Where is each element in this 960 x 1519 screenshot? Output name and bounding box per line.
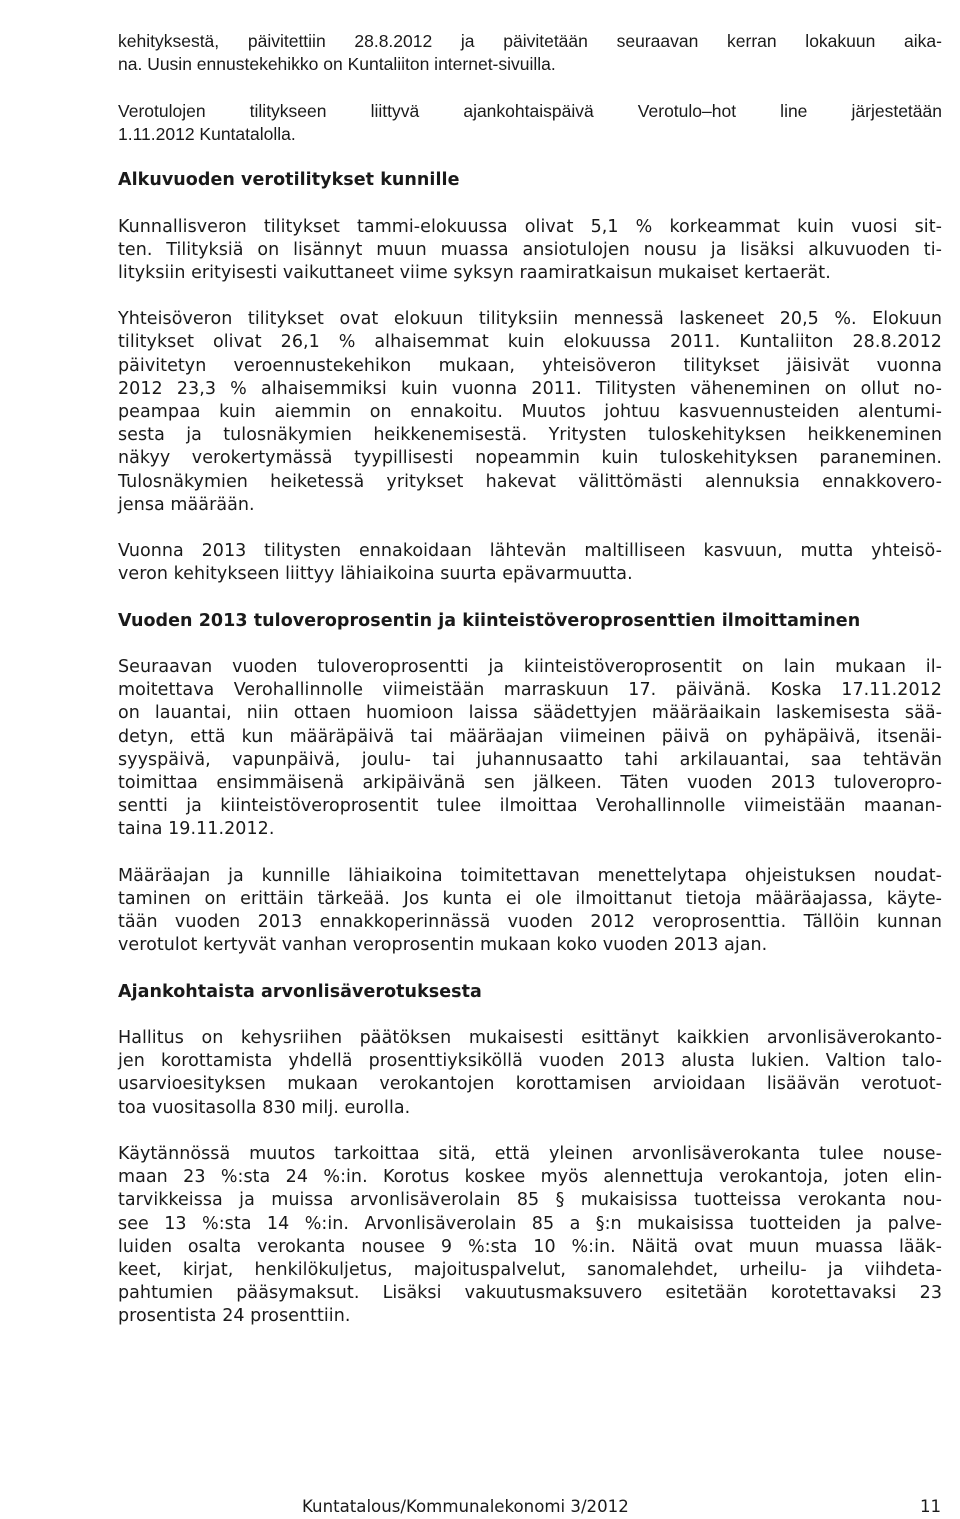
text-line: toimittaa ensimmäisenä arkipäivänä sen jälkeen. Täten vuoden 2013 tuloveropro- (118, 773, 942, 793)
text-line: sesta ja tulosnäkymien heikkenemisestä. Yritysten tuloskehityksen heikkeneminen (118, 425, 942, 446)
text-line: kehityksestä, päivitettiin 28.8.2012 ja päivitetään seuraavan kerran lokakuun aika- (118, 31, 942, 51)
document-page (118, 30, 942, 1329)
text-line: näkyy verokertymässä tyypillisesti nopeammin kuin tuloskehityksen paraneminen. (118, 448, 942, 469)
text-line: keet, kirjat, henkilökuljetus, majoituspalvelut, sanomalehdet, urheilu- ja viihdeta- (118, 1259, 942, 1280)
text-line: jensa määrään. (118, 494, 255, 515)
text-line: taminen on erittäin tärkeää. Jos kunta ei ole ilmoittanut tietoja määräajassa, käyte- (118, 888, 942, 909)
section-heading (118, 981, 942, 1004)
text-line: see 13 %:sta 14 %:in. Arvonlisäverolain 85 a §:n mukaisissa tuotteiden ja palve- (118, 1213, 942, 1234)
text-line: Kunnallisveron tilitykset tammi-elokuussa olivat 5,1 % korkeammat kuin vuosi sit- (118, 216, 942, 237)
text-line: prosentista 24 prosenttiin. (118, 1306, 351, 1327)
journal-name: Kuntatalous/Kommunalekonomi 3/2012 (302, 1497, 629, 1516)
text-line: sentti ja kiinteistöveroprosentit tulee ilmoittaa Verohallinnolle viimeistään maanan- (118, 796, 942, 817)
paragraph (118, 656, 942, 842)
text-line: verotulot kertyvät vanhan veroprosentin mukaan koko vuoden 2013 ajan. (118, 935, 768, 956)
text-line: Yhteisöveron tilitykset ovat elokuun tilityksiin mennessä laskeneet 20,5 %. Elokuun (118, 309, 942, 330)
section-heading (118, 610, 942, 633)
paragraph (118, 1143, 942, 1329)
text-line: 2012 23,3 % alhaisemmiksi kuin vuonna 2011. Tilitysten väheneminen on ollut no- (118, 378, 942, 399)
text-line: syyspäivä, vapunpäivä, joulu- tai juhannusaatto tahi arkilauantai, saa tehtävän (118, 749, 942, 770)
text-line: päivitetyn veroennustekehikon mukaan, yhteisöveron tilitykset jäisivät vuonna (118, 355, 942, 376)
text-line: taina 19.11.2012. (118, 819, 275, 840)
text-line: tarvikkeissa ja muissa arvonlisäverolain 85 § mukaisissa tuotteissa verokanta nou- (118, 1190, 942, 1211)
text-line: Käytännössä muutos tarkoittaa sitä, että yleinen arvonlisäverokanta tulee nouse- (118, 1144, 942, 1164)
text-line: toa vuositasolla 830 milj. eurolla. (118, 1097, 411, 1118)
text-line: tään vuoden 2013 ennakkoperinnässä vuoden 2012 veroprosenttia. Tällöin kunnan (118, 912, 942, 933)
text-line: usarvioesityksen mukaan verokantojen korottamisen arvioidaan lisäävän verotuot- (118, 1074, 942, 1095)
text-line: luiden osalta verokanta nousee 9 %:sta 10 %:in. Näitä ovat muun muassa lääk- (118, 1236, 942, 1257)
paragraph (118, 216, 942, 286)
paragraph (118, 100, 942, 146)
text-line: detyn, että kun määräpäivä tai määräajan viimeinen päivä on pyhäpäivä, itsenäi- (118, 726, 942, 747)
paragraph (118, 1027, 942, 1120)
text-line: pahtumien pääsymaksut. Lisäksi vakuutusmaksuvero esitetään korotettavaksi 23 (118, 1283, 942, 1304)
text-line: peampaa kuin aiemmin on ennakoitu. Muutos johtuu kasvuennusteiden alentumi- (118, 402, 942, 422)
paragraph (118, 540, 942, 586)
text-line: Määräajan ja kunnille lähiaikoina toimitettavan menettelytapa ohjeistuksen noudat- (118, 865, 942, 886)
heading-text: Ajankohtaista arvonlisäverotuksesta (118, 981, 482, 1002)
text-line: 1.11.2012 Kuntatalolla. (118, 123, 296, 144)
heading-text: Alkuvuoden verotilitykset kunnille (118, 170, 460, 191)
text-line: Tulosnäkymien heiketessä yritykset hakevat välittömästi alennuksia ennakkovero- (118, 471, 942, 492)
paragraph (118, 865, 942, 958)
text-line: na. Uusin ennustekehikko on Kuntaliiton internet-sivuilla. (118, 54, 556, 75)
heading-text: Vuoden 2013 tuloveroprosentin ja kiinteistöveroprosenttien ilmoittaminen (118, 610, 861, 631)
text-line: tilitykset olivat 26,1 % alhaisemmat kuin elokuussa 2011. Kuntaliiton 28.8.2012 (118, 332, 942, 353)
section-heading (118, 169, 942, 192)
text-line: maan 23 %:sta 24 %:in. Korotus koskee myös alennettuja verokantoja, joten elin- (118, 1167, 942, 1188)
text-line: Verotulojen tilitykseen liittyvä ajankohtaispäivä Verotulo–hot line järjestetään (118, 100, 942, 121)
text-line: Hallitus on kehysriihen päätöksen mukaisesti esittänyt kaikkien arvonlisäverokanto- (118, 1028, 942, 1049)
page-number: 11 (920, 1497, 942, 1516)
text-line: moitettava Verohallinnolle viimeistään marraskuun 17. päivänä. Koska 17.11.2012 (118, 680, 942, 701)
text-line: jen korottamista yhdellä prosenttiyksiköllä vuoden 2013 alusta lukien. Valtion talo- (118, 1051, 942, 1072)
text-line: on lauantai, niin ottaen huomioon laissa säädettyjen määräaikain laskemisesta sää- (118, 703, 942, 724)
text-line: ten. Tilityksiä on lisännyt muun muassa ansiotulojen nousu ja lisäksi alkuvuoden ti- (118, 239, 942, 260)
text-line: lityksiin erityisesti vaikuttaneet viime syksyn raamiratkaisun mukaiset kertaerät. (118, 262, 831, 283)
paragraph (118, 30, 942, 76)
paragraph (118, 308, 942, 517)
text-line: Seuraavan vuoden tuloveroprosentti ja kiinteistöveroprosentit on lain mukaan il- (118, 657, 942, 678)
text-line: Vuonna 2013 tilitysten ennakoidaan lähtevän maltilliseen kasvuun, mutta yhteisö- (118, 541, 942, 562)
text-line: veron kehitykseen liittyy lähiaikoina suurta epävarmuutta. (118, 564, 633, 585)
